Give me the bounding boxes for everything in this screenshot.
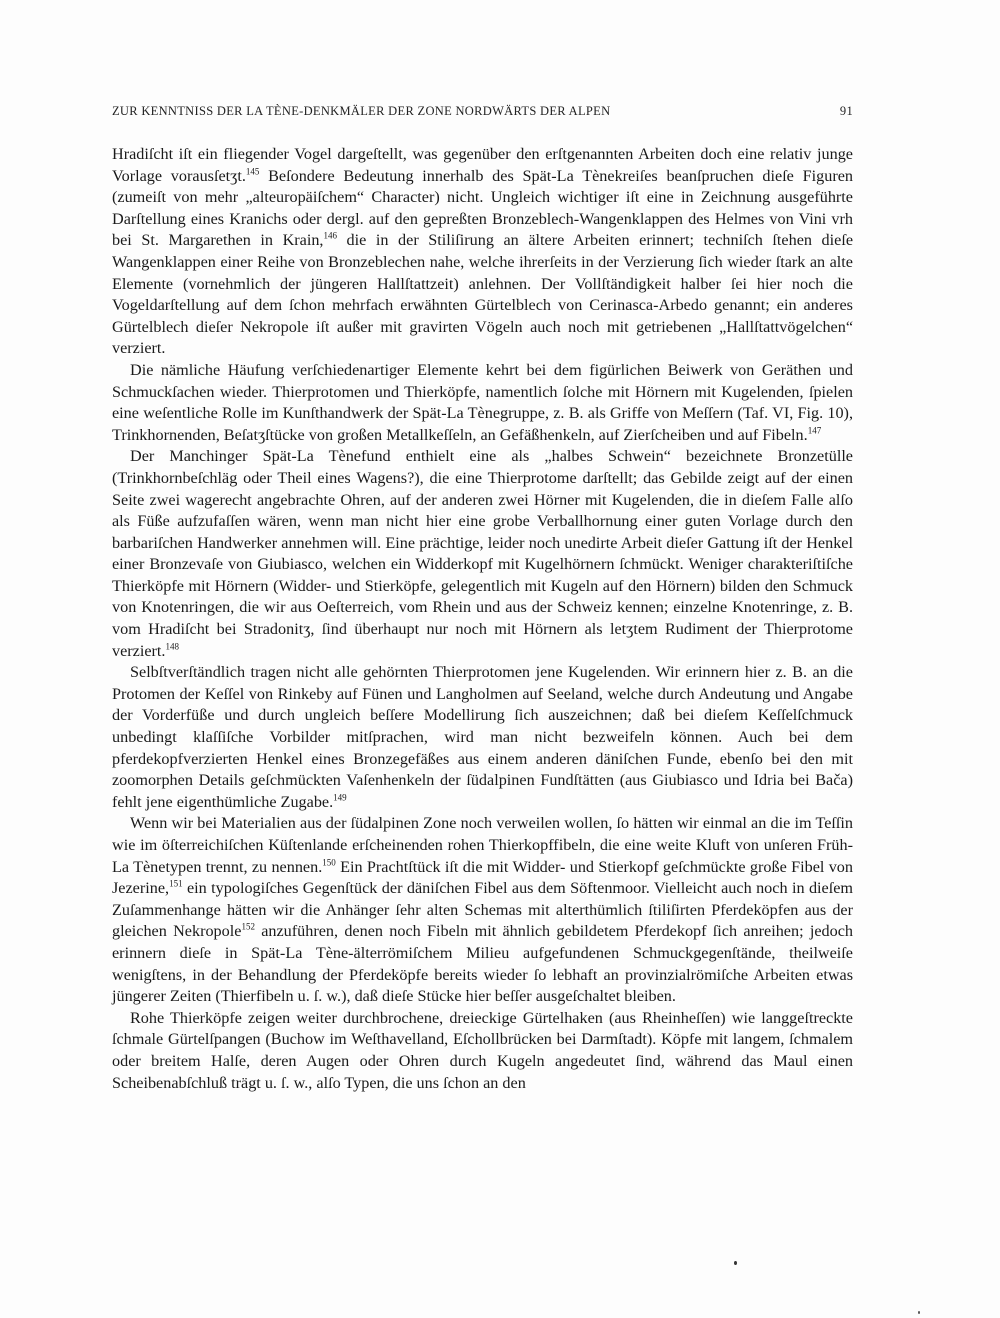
paragraph: [112, 813, 853, 1007]
text-run: Wenn wir bei Materialien aus der ſüdalpinen Zone noch verweilen wollen, ſo hätten wir einmal an die im Teſſin wie im öſterreichiſchen Küſtenlande erſcheinenden rohen Thierkopffibeln, die eine weite Kluft von unſeren Früh-La Tènetypen trennt, zu nennen.: [112, 814, 853, 876]
footnote-ref: 145: [245, 166, 260, 177]
body-text: [112, 144, 853, 1094]
text-run: Der Manchinger Spät-La Tènefund enthielt eine als „halbes Schwein“ bezeichnete Bronzetülle (Trinkhornbeſchläg oder Theil eines Wagens?), die eine Thierprotome darſtellt; das Gebilde zeigt auf der einen Seite zwei wagerecht angebrachte Ohren, auf der anderen zwei Hörner mit Kugelenden, die in dieſem Falle alſo als Füße aufzufaſſen wären, wenn man nicht hier eine grobe Verballhornung einer guten Vorlage durch den barbariſchen Handwerker annehmen will. Eine prächtige, leider noch unedirte Arbeit dieſer Gattung iſt der Henkel einer Bronzevaſe von Giubiasco, welchen ein Widderkopf mit Kugelhörnern ſchmückt. Weniger charakteriſtiſche Thierköpfe mit Hörnern (Widder- und Stierköpfe, gelegentlich mit Kugeln auf den Hörnern) bilden den Schmuck von Knotenringen, die wir aus Oeſterreich, vom Rhein und aus der Schweiz kennen; einzelne Knotenringe, z. B. vom Hradiſcht bei Stradonitʒ, ſind überhaupt nur noch mit Hörnern als letʒtem Rudiment der Thierprotome verziert.: [112, 447, 853, 660]
footnote-ref: 148: [165, 641, 179, 652]
print-speck: [734, 1261, 737, 1265]
footnote-ref: 152: [241, 921, 255, 932]
text-run: Beſondere Bedeutung innerhalb des Spät-La Tènekreiſes beanſpruchen dieſe Figuren (zumeiſt von mehr „alteuropäiſchem“ Character) nicht. Ungleich wichtiger iſt eine in Zeichnung ausgeführte Darſtellung eines Kranichs oder dergl. auf den gepreßten Bronzeblech-Wangenklappen des Helmes von Vini vrh bei St. Margarethen in Krain,: [112, 166, 853, 250]
text-run: Die nämliche Häufung verſchiedenartiger Elemente kehrt bei dem figürlichen Beiwerk von Geräthen und Schmuckſachen wieder. Thierprotomen und Thierköpfe, namentlich ſolche mit Hörnern mit Kugelenden, ſpielen eine weſentliche Rolle im Kunſthandwerk der Spät-La Tènegruppe, z. B. als Griffe von Meſſern (Taf. VI, Fig. 10), Trinkhornenden, Beſatʒſtücke von großen Metallkeſſeln, an Gefäßhenkeln, auf Zierſcheiben und auf Fibeln.: [112, 360, 853, 444]
footnote-ref: 147: [807, 425, 822, 436]
running-title: ZUR KENNTNISS DER LA TÈNE-DENKMÄLER DER ZONE NORDWÄRTS DER ALPEN: [112, 104, 611, 118]
footnote-ref: 150: [322, 857, 336, 868]
footnote-ref: 149: [333, 792, 347, 803]
text-run: anzuführen, denen noch Fibeln mit ähnlich gebildetem Pferdekopf ſich anreihen; jedoch erinnern dieſe in Spät-La Tène-älterrömiſchem Milieu aufgefundenen Schmuckgegenſtände, theilweiſe wenigſtens, in der Behandlung der Pferdeköpfe bereits wieder ſo lebhaft an provinzialrömiſche Arbeiten etwas jüngerer Zeiten (Thierfibeln u. ſ. w.), daß dieſe Stücke hier beſſer ausgeſchaltet bleiben.: [112, 922, 853, 1006]
text-run: Hradiſcht iſt ein fliegender Vogel dargeſtellt, was gegenüber den erſtgenannten Arbeiten doch eine relativ junge Vorlage vorausſetʒt.: [112, 145, 853, 185]
text-run: Rohe Thierköpfe zeigen weiter durchbrochene, dreieckige Gürtelhaken (aus Rheinheſſen) wie langgeſtreckte ſchmale Gürtelſpangen (Buchow im Weſthavelland, Eſchollbrücken bei Darmſtadt). Köpfe mit langem, ſchmalem oder breitem Halſe, deren Augen oder Ohren durch Kugeln angedeutet ſind, während das Maul einen Scheibenabſchluß trägt u. ſ. w., alſo Typen, die uns ſchon an den: [112, 1008, 853, 1092]
print-speck: [918, 1311, 920, 1314]
paragraph: [112, 144, 853, 360]
text-run: Ein Prachtſtück iſt die mit Widder- und Stierkopf geſchmückte große Fibel von Jezerine,: [112, 857, 853, 898]
paragraph: [112, 360, 853, 446]
text-run: Selbſtverſtändlich tragen nicht alle gehörnten Thierprotomen jene Kugelenden. Wir erinnern hier z. B. an die Protomen der Keſſel von Rinkeby auf Fünen und Langholmen auf Seeland, welche durch Andeutung und Angabe der Vorderfüße und durch ungleich beſſere Modellirung ſich auszeichnen; daß bei dieſem Keſſelſchmuck unbedingt klaſſiſche Vorbilder mitſprachen, wird man nicht bezweifeln können. Auch bei dem pferdekopfverzierten Henkel eines Bronzegefäßes aus einem anderen däniſchen Funde, ebenſo bei den mit zoomorphen Details geſchmückten Vaſenhenkeln der ſüdalpinen Fundſtätten (aus Giubiasco und Idria bei Bača) fehlt jene eigenthümliche Zugabe.: [112, 663, 853, 811]
page-number: 91: [839, 104, 853, 118]
footnote-ref: 151: [169, 878, 183, 889]
paragraph: [112, 446, 853, 662]
text-run: ein typologiſches Gegenſtück der däniſchen Fibel aus dem Söftenmoor. Vielleicht auch noch in dieſem Zuſammenhange hätten wir die Anhänger ſehr alten Schemas mit alterthümlich ſtiliſirten Pferdeköpfen aus der gleichen Nekropole: [112, 879, 853, 941]
running-header: [112, 104, 853, 119]
footnote-ref: 146: [323, 230, 337, 241]
paragraph: [112, 1008, 853, 1094]
paragraph: [112, 662, 853, 813]
text-run: die in der Stiliſirung an ältere Arbeiten erinnert; techniſch ſtehen dieſe Wangenklappen einer Reihe von Bronzeblechen nahe, welche ihrerſeits in der Verzierung ſich wieder ſtark an alte Elemente (vornehmlich der jüngeren Hallſtattzeit) anlehnen. Der Vollſtändigkeit halber ſei hier noch die Vogeldarſtellung auf dem ſchon mehrfach erwähnten Gürtelblech von Cerinasca-Arbedo genannt; ein anderes Gürtelblech dieſer Nekropole iſt außer mit gravirten Vögeln auch noch mit getriebenen „Hallſtattvögelchen“ verziert.: [112, 231, 854, 358]
